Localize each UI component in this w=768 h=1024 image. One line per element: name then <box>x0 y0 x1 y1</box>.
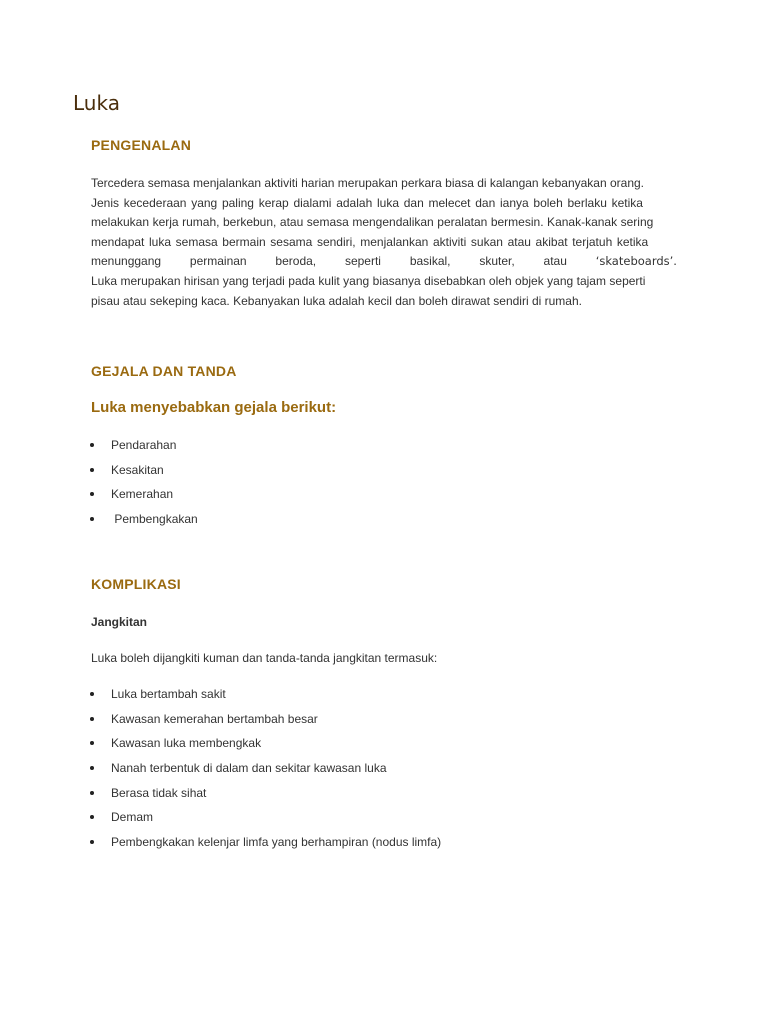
list-item <box>91 711 441 736</box>
paragraph-line-justified <box>91 252 677 272</box>
word: skuter, <box>479 254 515 269</box>
paragraph-line: melakukan kerja rumah, berkebun, atau semasa mengendalikan peralatan bermesin. Kanak-kanak sering <box>91 215 654 230</box>
word: beroda, <box>275 254 317 269</box>
bullet-dot <box>90 791 94 795</box>
section-heading-gejala: GEJALA DAN TANDA <box>91 363 237 379</box>
bullet-dot <box>90 840 94 844</box>
pengenalan-paragraph <box>91 174 677 311</box>
list-item-text: Luka bertambah sakit <box>111 687 226 701</box>
paragraph-line: Luka merupakan hirisan yang terjadi pada kulit yang biasanya disebabkan oleh objek yang tajam seperti <box>91 273 646 288</box>
word: basikal, <box>409 254 451 269</box>
bullet-dot <box>90 717 94 721</box>
list-item-text: Kemerahan <box>111 487 174 502</box>
list-item-text: Pendarahan <box>111 438 177 452</box>
word: atau <box>543 254 567 269</box>
bullet-dot <box>90 517 94 521</box>
paragraph-line: pisau atau sekeping kaca. Kebanyakan luka adalah kecil dan boleh dirawat sendiri di rumah. <box>91 293 582 308</box>
section-heading-komplikasi: KOMPLIKASI <box>91 576 181 592</box>
list-item <box>91 486 198 511</box>
paragraph-line: Jenis kecederaan yang paling kerap dialami adalah luka dan melecet dan ianya boleh berlaku ketika <box>91 195 643 210</box>
list-item <box>91 785 441 810</box>
word: ‘skateboards’. <box>595 254 677 269</box>
paragraph-line: Tercedera semasa menjalankan aktiviti harian merupakan perkara biasa di kalangan kebanyakan orang. <box>91 176 644 190</box>
page-title: Luka <box>73 91 120 115</box>
list-item <box>91 760 441 785</box>
komplikasi-intro: Luka boleh dijangkiti kuman dan tanda-tanda jangkitan termasuk: <box>91 651 438 665</box>
section-heading-pengenalan: PENGENALAN <box>91 137 192 153</box>
list-item-text: Demam <box>111 810 154 825</box>
paragraph-line: mendapat luka semasa bermain sesama sendiri, menjalankan aktiviti sukan atau akibat terjatuh ketika <box>91 234 649 249</box>
list-item-text: Pembengkakan kelenjar limfa yang berhampiran (nodus limfa) <box>111 835 442 850</box>
list-item-text: Berasa tidak sihat <box>111 785 207 800</box>
bullet-dot <box>90 492 94 496</box>
bullet-dot <box>90 443 94 447</box>
bullet-dot <box>90 766 94 770</box>
komplikasi-subheading: Jangkitan <box>91 615 148 629</box>
gejala-list <box>91 437 198 536</box>
bullet-dot <box>90 741 94 745</box>
bullet-dot <box>90 815 94 819</box>
bullet-dot <box>90 692 94 696</box>
gejala-subheading: Luka menyebabkan gejala berikut: <box>91 399 337 416</box>
list-item-text: Pembengkakan <box>111 512 198 527</box>
list-item-text: Kawasan luka membengkak <box>111 736 262 751</box>
list-item-text: Nanah terbentuk di dalam dan sekitar kawasan luka <box>111 761 387 776</box>
word: seperti <box>344 254 381 269</box>
list-item <box>91 511 198 536</box>
list-item-text: Kesakitan <box>111 462 164 477</box>
list-item-text: Kawasan kemerahan bertambah besar <box>111 711 318 726</box>
word: permainan <box>189 254 247 269</box>
word: menunggang <box>91 254 162 269</box>
komplikasi-list <box>91 686 441 859</box>
list-item <box>91 462 198 487</box>
list-item <box>91 437 198 462</box>
list-item <box>91 834 441 859</box>
list-item <box>91 735 441 760</box>
list-item <box>91 686 441 711</box>
bullet-dot <box>90 468 94 472</box>
list-item <box>91 809 441 834</box>
